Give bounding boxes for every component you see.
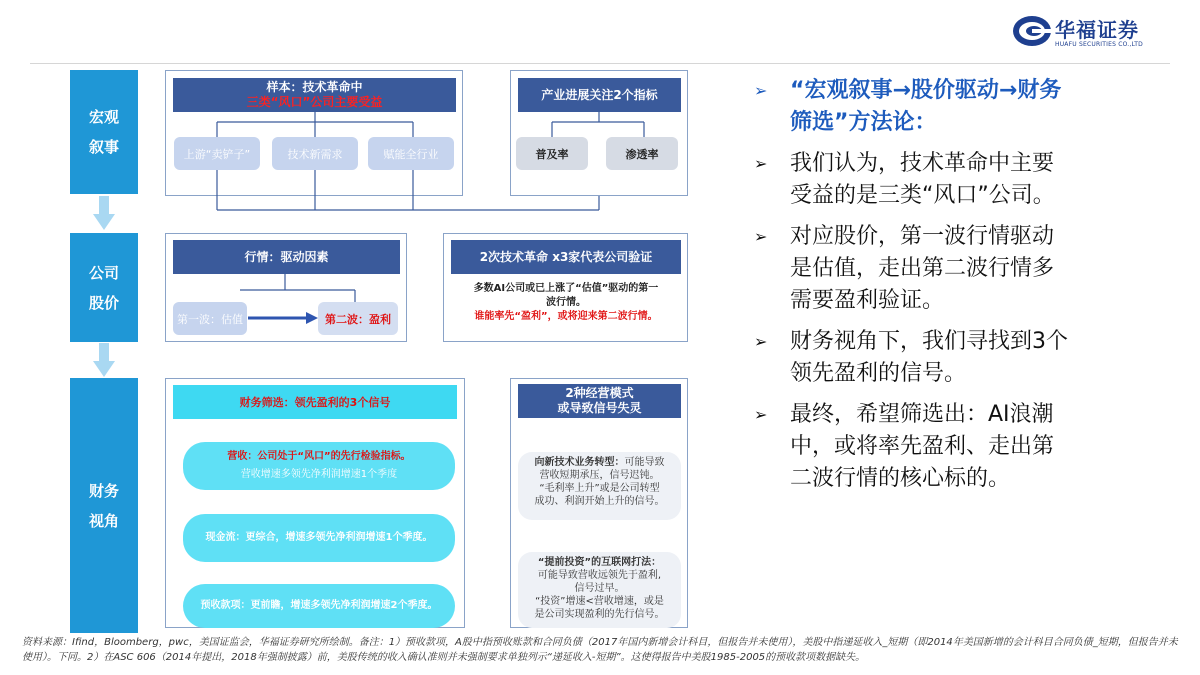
driver-header [173, 240, 400, 274]
wave-one-label: 第一波：估值 [177, 312, 243, 326]
summary-bullets [752, 75, 1072, 504]
modes-title-2: 或导致信号失灵 [557, 401, 642, 415]
signal-revenue-lead: 营收：公司处于“风口”的先行检验指标。 [227, 451, 411, 462]
driver-title: 行情：驱动因素 [244, 249, 329, 264]
mode1-line: 可能导致 [624, 457, 665, 468]
indicator-label: 渗透率 [625, 147, 659, 161]
modes-title-1: 2种经营模式 [565, 386, 634, 400]
mode-transformation [518, 452, 681, 520]
bullet-text: 对应股价，第一波行情驱动是估值，走出第二波行情多需要盈利验证。 [790, 224, 1055, 313]
bullet-arrow-icon: ➢ [754, 332, 768, 351]
source-footnote: 资料来源：Ifind，Bloomberg，pwc，美国证监会，华福证券研究所绘制。备注：1）预收款项，A股中指预收账款和合同负债（2017年国内新增会计科目，但报告并未使用），美股中指递延收入_短期（即2014年美国新增的会计科目合同负债_短期，但报告并未使用）。下同。2）在ASC 606（2014年提出，2018年强制披露）前，美股传统的收入确认准则并未强制要求单独列示“递延收入-短期”。这使得报告中美股1985-2005的预收款项数据缺失。 [22, 637, 1178, 663]
signal-cash-flow [183, 514, 455, 562]
bullet-methodology [752, 75, 1072, 139]
signals-header [173, 385, 457, 419]
stage-finance-view [70, 378, 138, 633]
stage-label: 公司 [88, 263, 119, 282]
bullet-arrow-icon: ➢ [754, 81, 768, 100]
stage-label: 叙事 [88, 138, 119, 156]
logo-name: 华福证券 [1055, 18, 1139, 42]
header-divider [30, 63, 1170, 64]
signal-cash-flow-text: 现金流：更综合，增速多领先净利润增速1个季度。 [205, 532, 433, 543]
macro-connectors [160, 100, 700, 215]
bullet-arrow-icon: ➢ [754, 227, 768, 246]
validation-text [448, 282, 684, 324]
bullet-text: “宏观叙事→股价驱动→财务筛选”方法论： [790, 78, 1062, 135]
stage-company-price [70, 233, 138, 342]
validation-title: 2次技术革命 x3家代表公司验证 [479, 249, 653, 264]
mode2-line: 可能导致营收远领先于盈利, [537, 570, 662, 581]
logo-english-name: HUAFU SECURITIES CO.,LTD [1055, 41, 1143, 48]
wave-connectors [240, 270, 370, 330]
mode2-lead: “提前投资”的互联网打法： [537, 557, 662, 568]
mode1-line: “毛利率上升”或是公司转型 [539, 483, 660, 494]
indicator-label: 普及率 [535, 147, 569, 161]
category-label: 技术新需求 [287, 147, 343, 161]
mode1-line: 成功、利润开始上升的信号。 [534, 496, 665, 507]
sample-title: 样本：技术革命中 [266, 80, 363, 94]
bullet-signals [752, 326, 1072, 390]
mode1-line: 营收短期承压，信号迟钝。 [539, 470, 660, 481]
modes-header [518, 384, 681, 418]
sample-subtitle: 三类“风口”公司主要受益 [246, 95, 383, 109]
validation-line-2: 波行情。 [546, 297, 586, 308]
signal-revenue [183, 442, 455, 490]
validation-line-1: 多数AI公司或已上涨了“估值”驱动的第一 [473, 283, 659, 294]
bullet-arrow-icon: ➢ [754, 405, 768, 424]
category-label: 上游“卖铲子” [183, 147, 251, 161]
bullet-text: 最终，希望筛选出：AI浪潮中，或将率先盈利、走出第二波行情的核心标的。 [790, 402, 1055, 491]
stage-label: 财务 [88, 481, 119, 500]
wave-two-label: 第二波：盈利 [325, 312, 391, 326]
company-logo [1012, 12, 1172, 54]
wave-one-box [173, 302, 247, 335]
bullet-beneficiaries [752, 148, 1072, 212]
mode2-line: “投资”增速<营收增速，或是 [535, 596, 664, 607]
down-arrow-icon [93, 343, 115, 377]
signal-advance-text: 预收款项：更前瞻，增速多领先净利润增速2个季度。 [200, 600, 438, 611]
signal-revenue-detail: 营收增速多领先净利润增速1个季度 [240, 469, 398, 480]
stage-label: 宏观 [88, 108, 119, 126]
category-label: 赋能全行业 [383, 147, 439, 161]
signal-advance-receipts [183, 584, 455, 628]
bullet-price-waves [752, 221, 1072, 317]
validation-header [451, 240, 681, 274]
mode-early-investment [518, 552, 681, 628]
stage-macro-narrative [70, 70, 138, 194]
indicator-title: 产业进展关注2个指标 [541, 87, 658, 102]
bullet-text: 财务视角下，我们寻找到3个领先盈利的信号。 [790, 329, 1068, 386]
stage-label: 视角 [88, 511, 119, 530]
validation-red-line: 谁能率先“盈利”，或将迎来第二波行情。 [474, 311, 658, 322]
signals-title: 财务筛选：领先盈利的3个信号 [239, 396, 391, 409]
mode2-line: 是公司实现盈利的先行信号。 [534, 609, 665, 620]
mode2-line: 信号过早。 [574, 583, 625, 594]
bullet-arrow-icon: ➢ [754, 154, 768, 173]
bullet-text: 我们认为，技术革命中主要受益的是三类“风口”公司。 [790, 151, 1055, 208]
bullet-conclusion [752, 399, 1072, 495]
stage-label: 股价 [88, 293, 119, 312]
mode1-lead: 向新技术业务转型： [534, 457, 625, 468]
logo-swirl-icon [1012, 14, 1052, 48]
down-arrow-icon [93, 196, 115, 230]
